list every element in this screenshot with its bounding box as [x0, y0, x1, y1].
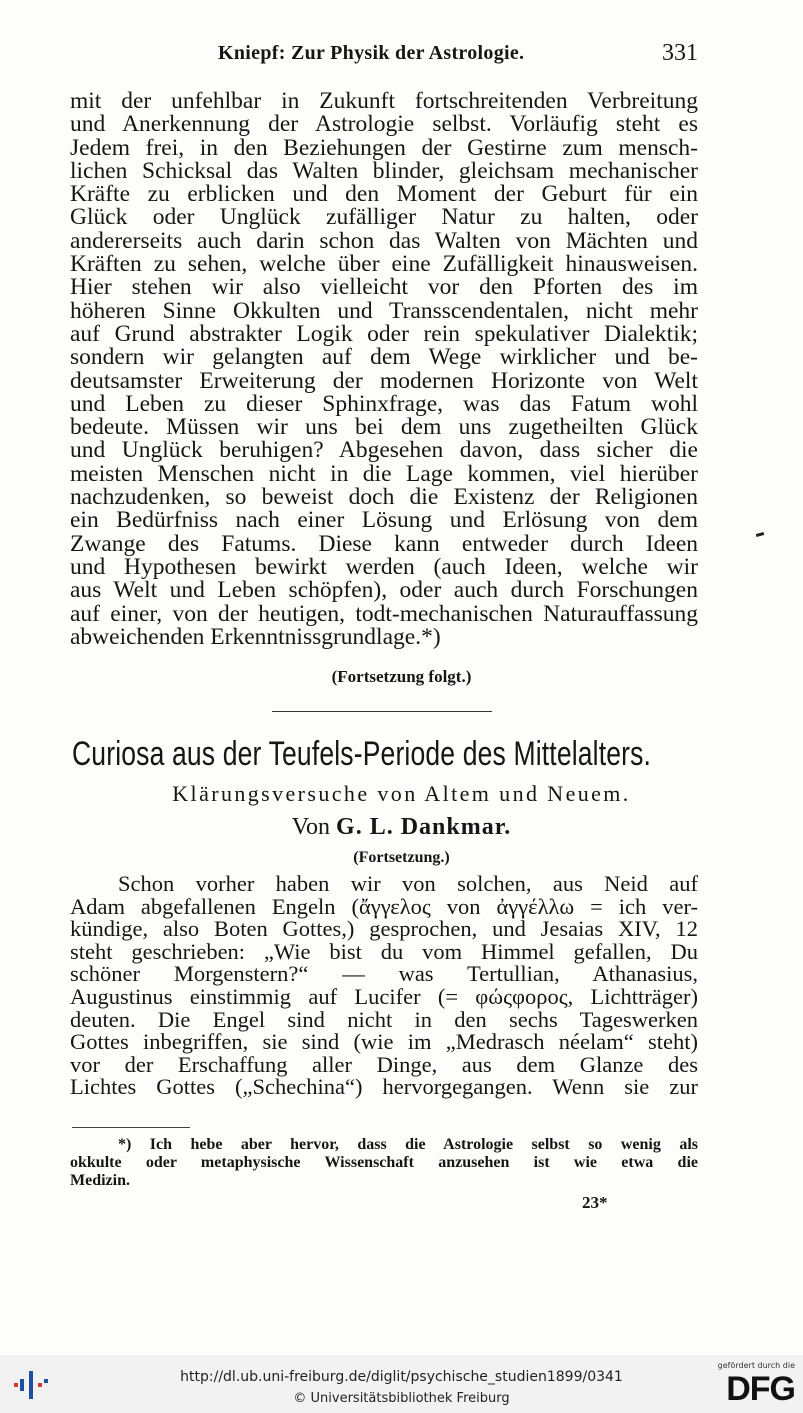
text-line: andererseits auch darin schon das Walten von Mächten und — [70, 227, 698, 254]
text-line: Lichtes Gottes („Schechina“) hervorgegangen. Wenn sie zur — [70, 1074, 698, 1100]
text-line: ein Bedürfniss nach einer Lösung und Erlösung von dem — [70, 507, 698, 534]
author-line — [0, 814, 803, 841]
continued-note: (Fortsetzung folgt.) — [331, 667, 472, 686]
text-line: sondern wir gelangten auf dem Wege wirklicher und be- — [70, 344, 698, 371]
footnote — [70, 1136, 698, 1190]
copyright-text: © Universitätsbibliothek Freiburg — [293, 1391, 510, 1406]
text-line: und Leben zu dieser Sphinxfrage, was das Fatum wohl — [70, 390, 698, 417]
running-header — [70, 38, 698, 78]
text-line: Glück oder Unglück zufälliger Natur zu halten, oder — [70, 204, 698, 231]
text-line: Jedem frei, in den Beziehungen der Gestirne zum mensch- — [70, 134, 698, 161]
author-prefix: Von — [291, 814, 331, 840]
footnote-line: Medizin. — [70, 1172, 130, 1189]
article-subtitle: Klärungsversuche von Altem und Neuem. — [172, 781, 631, 806]
text-line: deutsamster Erweiterung der modernen Horizonte von Welt — [70, 367, 698, 394]
text-line: und Hypothesen bewirkt werden (auch Ideen, welche wir — [70, 553, 698, 580]
author-name: G. L. Dankmar. — [336, 814, 512, 840]
article-title: Curiosa aus der Teufels-Periode des Mittelalters. — [72, 735, 652, 773]
text-line: Hier stehen wir also vielleicht vor den Pforten des im — [70, 274, 698, 301]
running-title: Kniepf: Zur Physik der Astrologie. — [218, 42, 525, 64]
text-line: bedeute. Müssen wir uns bei dem uns zugetheilten Glück — [70, 414, 698, 441]
text-line: nachzudenken, so beweist doch die Existenz der Religionen — [70, 484, 698, 511]
text-line: Zwange des Fatums. Diese kann entweder durch Ideen — [70, 530, 698, 557]
text-line: aus Welt und Leben schöpfen), oder auch durch Forschungen — [70, 577, 698, 604]
text-line: steht geschrieben: „Wie bist du vom Himmel gefallen, Du — [70, 938, 698, 964]
section-divider — [272, 711, 492, 712]
text-line: auf Grund abstrakter Logik oder rein spekulativer Dialektik; — [70, 320, 698, 347]
footnote-line: okkulte oder metaphysische Wissenschaft anzusehen ist wie etwa die — [70, 1154, 698, 1171]
text-line: mit der unfehlbar in Zukunft fortschreitenden Verbreitung — [70, 88, 698, 114]
text-line: meisten Menschen nicht in die Lage kommen, viel hierüber — [70, 460, 698, 487]
margin-mark — [756, 532, 765, 537]
text-line: und Anerkennung der Astrologie selbst. Vorläufig steht es — [70, 111, 698, 138]
text-line: Schon vorher haben wir von solchen, aus Neid auf — [118, 871, 698, 896]
viewer-footer — [0, 1355, 803, 1413]
text-line: und Unglück beruhigen? Abgesehen davon, dass sicher die — [70, 437, 698, 464]
text-line: schöner Morgenstern?“ — was Tertullian, Athanasius, — [70, 961, 698, 987]
text-line: deuten. Die Engel sind nicht in den sechs Tageswerken — [70, 1006, 698, 1032]
text-line: vor der Erschaffung aller Dinge, aus dem Glanze des — [70, 1051, 698, 1077]
text-line: Adam abgefallenen Engeln (ἄγγελος von ἀγγέλλω = ich ver- — [70, 893, 698, 919]
footnote-rule — [72, 1127, 190, 1128]
continuation-label: (Fortsetzung.) — [353, 849, 450, 866]
text-line: Augustinus einstimmig auf Lucifer (= φώςφορος, Lichtträger) — [70, 983, 698, 1009]
text-line: lichen Schicksal das Walten blinder, gleichsam mechanischer — [70, 157, 698, 184]
page-number: 331 — [662, 40, 698, 66]
document-url[interactable]: http://dl.ub.uni-freiburg.de/diglit/psychische_studien1899/0341 — [180, 1369, 623, 1385]
footnote-line: *) Ich hebe aber hervor, dass die Astrologie selbst so wenig als — [118, 1136, 698, 1153]
text-line: höheren Sinne Okkulten und Transscendentalen, nicht mehr — [70, 297, 698, 324]
text-line: Kräfte zu erblicken und den Moment der Geburt für ein — [70, 181, 698, 208]
text-line: auf einer, von der heutigen, todt-mechanischen Naturauffassung — [70, 600, 698, 627]
article-body — [70, 873, 698, 1099]
dfg-logo-icon — [705, 1361, 795, 1409]
text-line: Gottes inbegriffen, sie sind (wie im „Medrasch néelam“ steht) — [70, 1029, 698, 1055]
text-line: kündige, also Boten Gottes,) gesprochen, und Jesaias XIV, 12 — [70, 916, 698, 942]
text-line: abweichenden Erkenntnissgrundlage.*) — [70, 623, 441, 650]
section1-body — [70, 90, 698, 649]
dfg-caption: gefördert durch die — [717, 1361, 795, 1370]
text-line: Kräften zu sehen, welche über eine Zufälligkeit hinausweisen. — [70, 251, 698, 278]
dfg-logo-text: DFG — [726, 1370, 795, 1408]
signature-mark: 23* — [582, 1193, 608, 1212]
